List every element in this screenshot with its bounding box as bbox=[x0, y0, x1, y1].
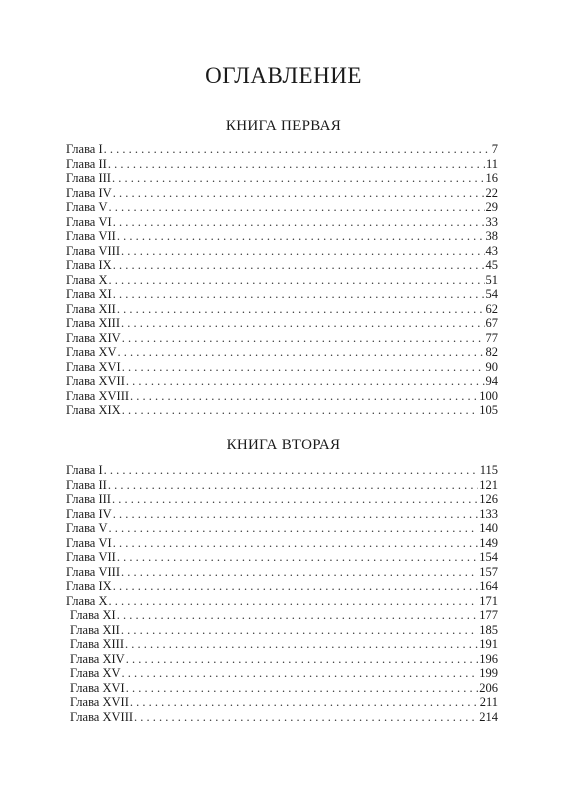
chapter-label: Глава VI bbox=[66, 535, 112, 550]
chapter-label: Глава XV bbox=[66, 345, 117, 359]
toc-entry[interactable] bbox=[66, 215, 498, 230]
dot-leader bbox=[121, 244, 485, 259]
chapter-page-number: 45 bbox=[485, 258, 498, 272]
chapter-label: Глава IV bbox=[66, 185, 112, 200]
chapter-page-number: 94 bbox=[485, 374, 498, 388]
chapter-page-number: 67 bbox=[485, 316, 498, 330]
toc-entry[interactable] bbox=[66, 478, 498, 493]
book-two-title: КНИГА ВТОРАЯ bbox=[226, 437, 341, 453]
toc-entry[interactable] bbox=[66, 287, 498, 302]
chapter-label: Глава XII bbox=[66, 301, 116, 316]
toc-entry[interactable] bbox=[66, 608, 498, 623]
toc-entry[interactable] bbox=[66, 200, 498, 215]
dot-leader bbox=[122, 403, 479, 418]
chapter-page-number: 29 bbox=[485, 200, 498, 214]
chapter-label: Глава IV bbox=[66, 506, 112, 521]
chapter-label: Глава XVII bbox=[70, 695, 129, 709]
chapter-label: Глава III bbox=[66, 171, 111, 185]
toc-entry[interactable] bbox=[66, 273, 498, 288]
chapter-page-number: 100 bbox=[479, 388, 498, 403]
toc-entry[interactable] bbox=[66, 637, 498, 652]
chapter-page-number: 77 bbox=[485, 330, 498, 345]
dot-leader bbox=[117, 229, 485, 244]
toc-entry[interactable] bbox=[66, 171, 498, 186]
chapter-label: Глава XIV bbox=[70, 651, 125, 666]
chapter-page-number: 16 bbox=[485, 171, 498, 185]
dot-leader bbox=[122, 331, 485, 346]
chapter-label: Глава XVI bbox=[70, 680, 125, 695]
chapter-page-number: 164 bbox=[479, 579, 498, 593]
chapter-label: Глава IX bbox=[66, 579, 112, 593]
dot-leader bbox=[109, 521, 479, 536]
toc-entry[interactable] bbox=[66, 157, 498, 172]
chapter-label: Глава XVIII bbox=[66, 388, 130, 403]
chapter-page-number: 126 bbox=[479, 492, 498, 506]
chapter-page-number: 196 bbox=[479, 651, 498, 666]
chapter-page-number: 177 bbox=[479, 608, 498, 622]
toc-entry[interactable] bbox=[66, 244, 498, 259]
toc-entry[interactable] bbox=[66, 345, 498, 360]
dot-leader bbox=[126, 681, 479, 696]
chapter-page-number: 157 bbox=[479, 564, 498, 579]
dot-leader bbox=[130, 695, 479, 710]
chapter-label: Глава X bbox=[66, 593, 108, 608]
toc-entry[interactable] bbox=[66, 302, 498, 317]
chapter-page-number: 62 bbox=[485, 301, 498, 316]
chapter-label: Глава VIII bbox=[66, 564, 120, 579]
chapter-label: Глава VII bbox=[66, 550, 116, 564]
book-two-chapter-list bbox=[66, 463, 498, 724]
toc-entry[interactable] bbox=[66, 550, 498, 565]
dot-leader bbox=[113, 186, 485, 201]
chapter-page-number: 33 bbox=[485, 214, 498, 229]
chapter-page-number: 214 bbox=[479, 709, 498, 724]
chapter-label: Глава XVIII bbox=[70, 709, 134, 724]
toc-entry[interactable] bbox=[66, 565, 498, 580]
toc-entry[interactable] bbox=[66, 623, 498, 638]
dot-leader bbox=[108, 157, 485, 172]
dot-leader bbox=[117, 550, 478, 565]
chapter-label: Глава II bbox=[66, 477, 107, 492]
dot-leader bbox=[109, 273, 485, 288]
chapter-label: Глава V bbox=[66, 200, 108, 214]
chapter-label: Глава VIII bbox=[66, 243, 120, 258]
dot-leader bbox=[118, 345, 485, 360]
chapter-page-number: 185 bbox=[479, 622, 498, 637]
chapter-label: Глава III bbox=[66, 492, 111, 506]
chapter-label: Глава I bbox=[66, 142, 103, 156]
chapter-label: Глава VI bbox=[66, 214, 112, 229]
chapter-label: Глава VII bbox=[66, 229, 116, 243]
toc-entry[interactable] bbox=[66, 316, 498, 331]
dot-leader bbox=[112, 492, 478, 507]
chapter-page-number: 115 bbox=[479, 463, 498, 477]
chapter-label: Глава XII bbox=[70, 622, 120, 637]
chapter-label: Глава II bbox=[66, 156, 107, 171]
chapter-label: Глава XIV bbox=[66, 330, 121, 345]
dot-leader bbox=[121, 565, 478, 580]
toc-entry[interactable] bbox=[66, 507, 498, 522]
dot-leader bbox=[113, 536, 479, 551]
chapter-page-number: 171 bbox=[479, 593, 498, 608]
chapter-label: Глава V bbox=[66, 521, 108, 535]
toc-entry[interactable] bbox=[66, 374, 498, 389]
dot-leader bbox=[113, 287, 485, 302]
toc-entry[interactable] bbox=[66, 666, 498, 681]
dot-leader bbox=[130, 389, 478, 404]
dot-leader bbox=[109, 200, 485, 215]
dot-leader bbox=[113, 215, 485, 230]
chapter-page-number: 82 bbox=[485, 345, 498, 359]
chapter-page-number: 149 bbox=[479, 535, 498, 550]
chapter-label: Глава I bbox=[66, 463, 103, 477]
chapter-page-number: 154 bbox=[479, 550, 498, 564]
toc-entry[interactable] bbox=[66, 389, 498, 404]
chapter-page-number: 133 bbox=[479, 506, 498, 521]
toc-entry[interactable] bbox=[66, 652, 498, 667]
toc-entry[interactable] bbox=[66, 186, 498, 201]
dot-leader bbox=[126, 374, 485, 389]
dot-leader bbox=[104, 142, 491, 157]
book-one-chapter-list bbox=[66, 142, 498, 418]
chapter-label: Глава XI bbox=[66, 287, 112, 301]
page-title: ОГЛАВЛЕНИЕ bbox=[205, 63, 362, 88]
book-one-title: КНИГА ПЕРВАЯ bbox=[225, 118, 342, 134]
toc-entry[interactable] bbox=[66, 142, 498, 157]
chapter-page-number: 90 bbox=[485, 359, 498, 374]
dot-leader bbox=[112, 171, 485, 186]
toc-entry[interactable] bbox=[66, 536, 498, 551]
chapter-page-number: 199 bbox=[479, 666, 498, 680]
dot-leader bbox=[125, 637, 478, 652]
chapter-page-number: 206 bbox=[479, 680, 498, 695]
dot-leader bbox=[122, 360, 485, 375]
chapter-page-number: 105 bbox=[479, 403, 498, 417]
toc-entry[interactable] bbox=[66, 681, 498, 696]
chapter-page-number: 211 bbox=[479, 695, 498, 709]
dot-leader bbox=[104, 463, 479, 478]
chapter-label: Глава XI bbox=[70, 608, 116, 622]
toc-entry[interactable] bbox=[66, 258, 498, 273]
chapter-page-number: 22 bbox=[485, 185, 498, 200]
chapter-page-number: 140 bbox=[479, 521, 498, 535]
chapter-label: Глава XIII bbox=[70, 637, 124, 651]
dot-leader bbox=[113, 507, 479, 522]
dot-leader bbox=[134, 710, 478, 725]
chapter-page-number: 11 bbox=[485, 156, 498, 171]
dot-leader bbox=[121, 316, 485, 331]
chapter-label: Глава XVII bbox=[66, 374, 125, 388]
toc-entry[interactable] bbox=[66, 492, 498, 507]
toc-entry[interactable] bbox=[66, 331, 498, 346]
dot-leader bbox=[108, 478, 478, 493]
chapter-label: Глава XIII bbox=[66, 316, 120, 330]
chapter-label: Глава XV bbox=[70, 666, 121, 680]
chapter-page-number: 191 bbox=[479, 637, 498, 651]
toc-entry[interactable] bbox=[66, 463, 498, 478]
chapter-page-number: 121 bbox=[479, 477, 498, 492]
chapter-page-number: 7 bbox=[491, 142, 498, 156]
chapter-label: Глава X bbox=[66, 272, 108, 287]
toc-entry[interactable] bbox=[66, 403, 498, 418]
toc-entry[interactable] bbox=[66, 594, 498, 609]
chapter-page-number: 54 bbox=[485, 287, 498, 301]
chapter-page-number: 38 bbox=[485, 229, 498, 243]
dot-leader bbox=[117, 302, 485, 317]
toc-entry[interactable] bbox=[66, 579, 498, 594]
chapter-page-number: 51 bbox=[485, 272, 498, 287]
chapter-label: Глава IX bbox=[66, 258, 112, 272]
dot-leader bbox=[126, 652, 479, 667]
dot-leader bbox=[122, 666, 479, 681]
dot-leader bbox=[113, 258, 485, 273]
chapter-page-number: 43 bbox=[485, 243, 498, 258]
chapter-label: Глава XVI bbox=[66, 359, 121, 374]
toc-entry[interactable] bbox=[66, 521, 498, 536]
toc-entry[interactable] bbox=[66, 710, 498, 725]
dot-leader bbox=[117, 608, 479, 623]
toc-entry[interactable] bbox=[66, 360, 498, 375]
dot-leader bbox=[109, 594, 479, 609]
toc-entry[interactable] bbox=[66, 695, 498, 710]
toc-entry[interactable] bbox=[66, 229, 498, 244]
chapter-label: Глава XIX bbox=[66, 403, 121, 417]
dot-leader bbox=[121, 623, 478, 638]
dot-leader bbox=[113, 579, 479, 594]
